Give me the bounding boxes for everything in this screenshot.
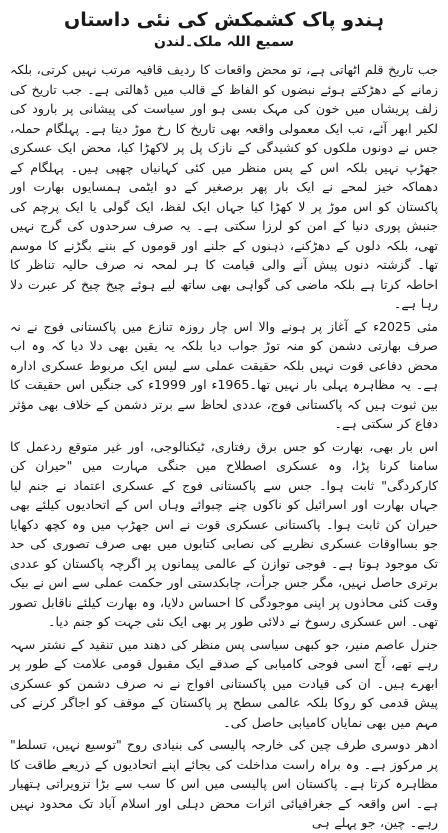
article-paragraph: جنرل عاصم منیر، جو کبھی سیاسی پس منظر کی دھند میں تنقید کے نشتر سہہ رہے تھے، آج اسی فوجی کامیابی کے صدقے ایک مقبول قومی علامت کے طور پر ابھرے ہیں۔ ان کی قیادت میں پاکستانی افواج نے نہ صرف دشمن کو عسکری پیش قدمی کو روکا بلکہ عالمی سطح پر پاکستان کے موقف کو اجاگر کرنے کی مہم میں بھی نمایاں کامیابی حاصل کی۔ [10, 636, 438, 730]
article-paragraph: جب تاریخ قلم اٹھاتی ہے، تو محض واقعات کا ردیف قافیہ مرتب نہیں کرتی، بلکہ زمانے کے دھڑکتے ہوئے نبضوں کو الفاظ کے قالب میں ڈھالتی ہے۔ جب تاریخ کی زلف پریشاں میں خون کی مہک بسی ہو اور سیاست کی پیشانی پر بارود کی لکیر ابھر آئے، تب ایک معمولی واقعہ بھی تاریخ کا رخ موڑ دیتا ہے۔ پہلگام حملہ، جس نے دونوں ملکوں کو کشیدگی کے نازک پل پر لاکھڑا کیا، محض ایک عسکری جھڑپ نہیں بلکہ اس کے پس منظر میں کئی کہانیاں چھپی ہیں۔ پہلگام کے دھماکہ خیز لمحے نے ایک بار پھر برصغیر کے دو ایٹمی ہمسایوں بھارت اور پاکستان کو اس موڑ پر لا کھڑا کیا جہاں ایک لفظ، ایک گولی یا ایک پرچم کی جنبش پوری دنیا کے امن کو لرزا سکتی ہے۔ یہ صرف سرحدوں کی گرج نہیں تھی، بلکہ دلوں کے دھڑکنے، ذہنوں کے جلنے اور قوموں کے بننے بگڑنے کا موسم تھا۔ گزشتہ دنوں پیش آنے والی قیامت کا ہر لمحہ نہ صرف حالیہ تناظر کا احاطہ کرتا ہے بلکہ ماضی کی گواہی بھی ساتھ لیے ہوئے چیخ چیخ کر عبرت دلا رہا ہے۔ [10, 62, 438, 311]
article-title: ہندو پاک کشمکش کی نئی داستاں [64, 9, 384, 31]
article-paragraph: اس بار بھی، بھارت کو جس برق رفتاری، ٹیکنالوجی، اور غیر متوقع ردعمل کا سامنا کرنا پڑا، وہ عسکری اصطلاح میں جنگی مہارت میں "حیران کن کارکردگی" ثابت ہوا۔ جس سے پاکستانی فوج کے عسکری اعتماد نے جنم لیا جہاں بھارت اور اسرائیل کو ناکوں چنے چبوائے وہاں اس کے اتحادیوں کیلئے بھی حیران کن ثابت ہوا۔ پاکستانی عسکری قوت نے اس جھڑپ میں وہ کچھ دکھایا جو بسااوقات عسکری نظریے کی نصابی کتابوں میں بھی صرف تصوری کی حد تک موجود ہوتا ہے۔ فوجی توازن کے عالمی پیمانوں پر اگرچہ پاکستان کو عددی برتری حاصل نہیں، مگر جس جرأت، چابکدستی اور حکمت عملی سے اس نے بیک وقت کئی محاذوں پر اپنی موجودگی کا احساس دلایا، وہ بھارت کیلئے ناقابل تصور تھی۔ اس عسکری رسوخ نے دلائی طور پر بھی ایک نئی جہت کو جنم دیا۔ [10, 438, 438, 629]
article-byline: سمیع اللہ ملک۔لندن [153, 34, 295, 50]
article-paragraph: ادھر دوسری طرف چین کی خارجہ پالیسی کی بنیادی روح "توسیع نہیں، تسلط" پر مرکوز ہے۔ وہ براہ راست مداخلت کی بجائے اپنے اتحادیوں کے ذریعے طاقت کا مظاہرہ کرتا ہے۔ پاکستان اس پالیسی میں اس کا سب سے بڑا تزویراتی ہتھیار ہے۔ اس واقعہ کے جغرافیائی اثرات محض دہلی اور اسلام آباد تک محدود نہیں رہے۔ چین، جو پہلے ہی [10, 737, 438, 830]
article-paragraph: مئی 2025ء کے آغاز پر ہونے والا اس چار روزہ تنازع میں پاکستانی فوج نے نہ صرف بھارتی دشمن کو منہ توڑ جواب دیا بلکہ یہ یقین بھی دلا دیا کہ وہ اب محض دفاعی قوت نہیں بلکہ حقیقت عملی سے لیس ایک مربوط عسکری ادارہ ہے۔ یہ مظاہرہ پہلی بار نہیں تھا۔1965ء اور 1999ء کی جنگیں اس حقیقت کا بین ثبوت ہیں کہ پاکستانی فوج، عددی لحاظ سے برتر دشمن کے خلاف بھی مؤثر دفاع کر سکتی ہے۔ [10, 318, 438, 431]
article-body [10, 60, 438, 833]
